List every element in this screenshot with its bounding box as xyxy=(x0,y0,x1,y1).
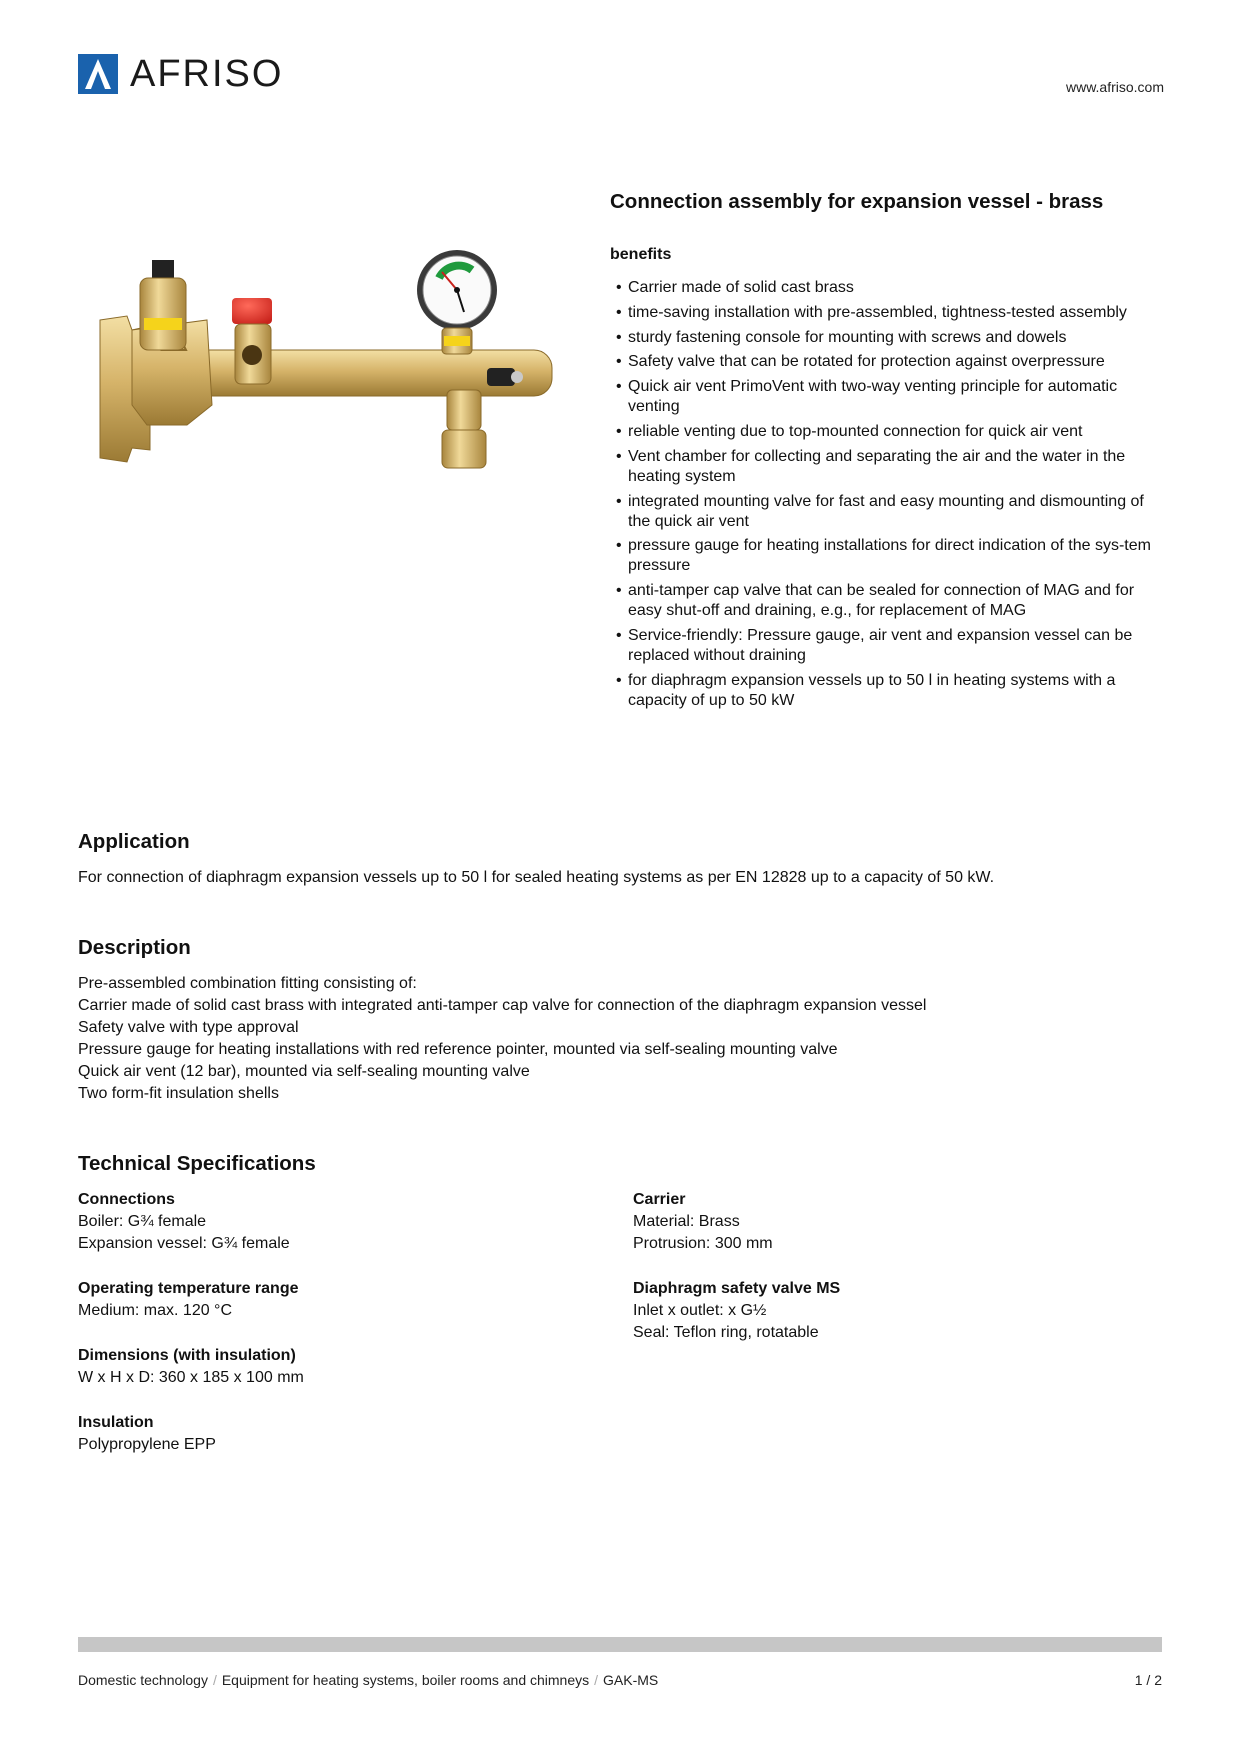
breadcrumb-separator: / xyxy=(594,1672,599,1688)
product-title: Connection assembly for expansion vessel - brass xyxy=(610,190,1104,213)
benefit-item: • sturdy fastening console for mounting with screws and dowels xyxy=(610,328,1170,348)
benefit-item: • Vent chamber for collecting and separating the air and the water in the heating system xyxy=(610,447,1170,487)
benefits-heading: benefits xyxy=(610,246,672,263)
footer-divider xyxy=(78,1637,1162,1652)
description-line: Carrier made of solid cast brass with integrated anti-tamper cap valve for connection of the diaphragm expansion vessel xyxy=(78,997,927,1014)
description-heading: Description xyxy=(78,936,191,959)
spec-title: Insulation xyxy=(78,1414,154,1431)
description-body xyxy=(78,973,926,1105)
afriso-logo xyxy=(78,54,283,94)
breadcrumb-separator: / xyxy=(212,1672,217,1688)
tech-specs-heading: Technical Specifications xyxy=(78,1152,316,1175)
spec-connections xyxy=(78,1189,558,1255)
spec-line: Inlet x outlet: x G½ xyxy=(633,1302,767,1319)
breadcrumb-item[interactable]: Domestic technology xyxy=(78,1672,208,1688)
spec-line: Protrusion: 300 mm xyxy=(633,1235,773,1252)
benefit-item: • anti-tamper cap valve that can be sealed for connection of MAG and for easy shut-off and draining, e.g., for replacement of MAG xyxy=(610,581,1170,621)
benefit-item: • Service-friendly: Pressure gauge, air vent and expansion vessel can be replaced without draining xyxy=(610,626,1170,666)
benefit-item: • Carrier made of solid cast brass xyxy=(610,278,1170,298)
brand-name: AFRISO xyxy=(130,53,284,95)
spec-title: Diaphragm safety valve MS xyxy=(633,1280,841,1297)
spec-line: Seal: Teflon ring, rotatable xyxy=(633,1324,819,1341)
benefit-item: • Quick air vent PrimoVent with two-way venting principle for automatic venting xyxy=(610,377,1170,417)
website-link[interactable]: www.afriso.com xyxy=(1065,79,1164,95)
benefit-item: • integrated mounting valve for fast and easy mounting and dismounting of the quick air vent xyxy=(610,492,1170,532)
description-line: Quick air vent (12 bar), mounted via self-sealing mounting valve xyxy=(78,1063,530,1080)
spec-title: Dimensions (with insulation) xyxy=(78,1347,296,1364)
afriso-logo-mark-icon xyxy=(78,54,118,94)
benefits-list xyxy=(610,278,1170,716)
spec-safety-valve xyxy=(633,1278,1113,1344)
breadcrumb-item[interactable]: GAK-MS xyxy=(603,1672,659,1688)
spec-line: Polypropylene EPP xyxy=(78,1436,216,1453)
benefit-item: • for diaphragm expansion vessels up to 50 l in heating systems with a capacity of up to 50 kW xyxy=(610,671,1170,711)
spec-line: Expansion vessel: G¾ female xyxy=(78,1235,290,1252)
breadcrumb-item[interactable]: Equipment for heating systems, boiler rooms and chimneys xyxy=(221,1672,590,1688)
spec-title: Connections xyxy=(78,1191,175,1208)
description-line: Pre-assembled combination fitting consisting of: xyxy=(78,975,417,992)
spec-line: W x H x D: 360 x 185 x 100 mm xyxy=(78,1369,304,1386)
description-line: Pressure gauge for heating installations with red reference pointer, mounted via self-sealing mounting valve xyxy=(78,1041,838,1058)
spec-line: Medium: max. 120 °C xyxy=(78,1302,233,1319)
benefit-item: • time-saving installation with pre-assembled, tightness-tested assembly xyxy=(610,303,1170,323)
spec-insulation xyxy=(78,1412,558,1456)
page-number: 1 / 2 xyxy=(1134,1672,1162,1688)
spec-title: Operating temperature range xyxy=(78,1280,299,1297)
spec-line: Boiler: G¾ female xyxy=(78,1213,207,1230)
application-heading: Application xyxy=(78,830,190,853)
description-line: Safety valve with type approval xyxy=(78,1019,299,1036)
benefit-item: • pressure gauge for heating installations for direct indication of the sys-tem pressure xyxy=(610,536,1170,576)
spec-line: Material: Brass xyxy=(633,1213,740,1230)
benefit-item: • Safety valve that can be rotated for protection against overpressure xyxy=(610,352,1170,372)
benefit-item: • reliable venting due to top-mounted connection for quick air vent xyxy=(610,422,1170,442)
application-text: For connection of diaphragm expansion vessels up to 50 l for sealed heating systems as per EN 12828 up to a capacity of 50 kW. xyxy=(78,869,995,886)
footer-breadcrumb xyxy=(78,1672,658,1688)
spec-title: Carrier xyxy=(633,1191,686,1208)
description-line: Two form-fit insulation shells xyxy=(78,1085,279,1102)
spec-dimensions xyxy=(78,1345,558,1389)
spec-carrier xyxy=(633,1189,1113,1255)
product-image xyxy=(92,200,582,500)
spec-temperature xyxy=(78,1278,558,1322)
